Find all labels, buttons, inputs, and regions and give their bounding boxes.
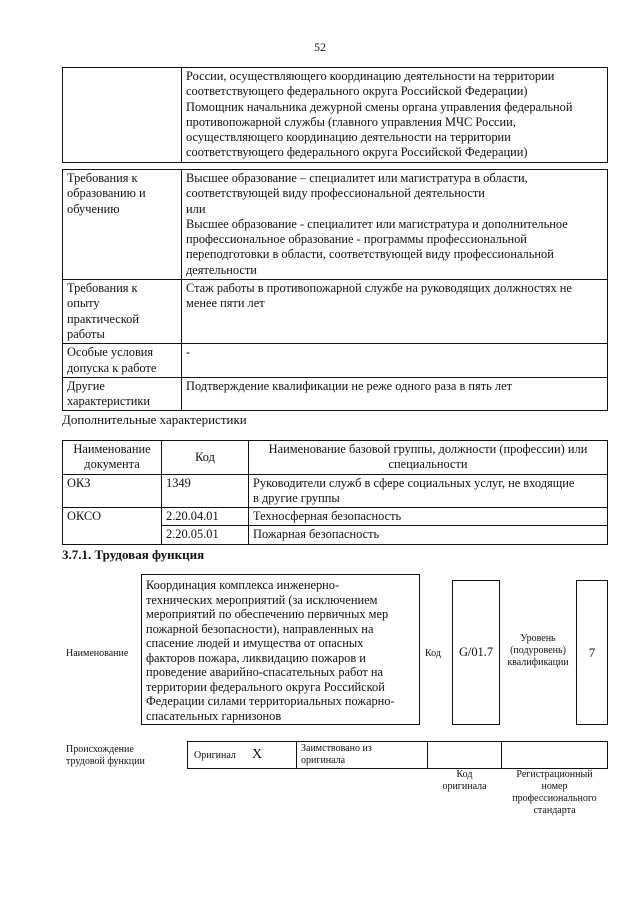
text-line: Помощник начальника дежурной смены органа управления федеральной [186, 99, 573, 114]
requirement-value: Подтверждение квалификации не реже одного раза в пять лет [182, 377, 608, 411]
text-line: осуществляющего координацию деятельности на территории [186, 130, 511, 145]
row-name: Руководители служб в сфере социальных услуг, не входящие в другие группы [249, 474, 608, 508]
requirement-value: Стаж работы в противопожарной службе на руководящих должностях не менее пяти лет [182, 280, 608, 344]
row-document: ОКЗ [63, 474, 162, 508]
requirement-value: Высшее образование – специалитет или магистратура в области, соответствующей виду профессиональной деятельности или Высшее образование - специалитет или магистратура и дополнительное профессиональное образование - программы профессиональной переподготовки в области, соответствующей виду профессиональной деятельности [182, 170, 608, 280]
row-code: 2.20.04.01 [162, 508, 249, 526]
requirement-label: Требования к образованию и обучению [63, 170, 182, 280]
origin-original-cell [187, 741, 297, 769]
origin-reg-number-cell [501, 741, 608, 769]
original-label: Оригинал [194, 750, 236, 761]
requirement-row [63, 344, 608, 378]
row-document: ОКСО [63, 508, 162, 545]
name-label: Наименование [66, 648, 129, 659]
origin-code-cell [427, 741, 502, 769]
additional-title: Дополнительные характеристики [62, 412, 247, 427]
section-title: 3.7.1. Трудовая функция [62, 547, 205, 562]
text-line: соответствующего федерального округа Российской Федерации) [186, 84, 528, 99]
code-label: Код [425, 648, 441, 659]
level-value: 7 [588, 644, 596, 660]
reg-caption: Регистрационный номер профессионального стандарта [512, 769, 597, 816]
header-name: Наименование базовой группы, должности (профессии) или специальности [249, 441, 608, 475]
additional-header-row [63, 441, 608, 475]
continuation-table [62, 67, 608, 163]
row-code: 1349 [162, 474, 249, 508]
requirement-label: Другие характеристики [63, 377, 182, 411]
header-document: Наименование документа [63, 441, 162, 475]
requirement-row [63, 170, 608, 280]
page-number: 52 [314, 40, 326, 54]
table-row [63, 508, 608, 526]
code-value: G/01.7 [458, 645, 494, 659]
origin-label: Происхождение трудовой функции [66, 744, 145, 767]
code-caption: Код оригинала [442, 769, 487, 792]
row-name: Пожарная безопасность [249, 526, 608, 544]
requirement-row [63, 280, 608, 344]
requirement-value: - [182, 344, 608, 378]
level-value-box [576, 580, 608, 725]
additional-table [62, 440, 608, 545]
text-line: России, осуществляющего координацию деятельности на территории [186, 69, 555, 83]
origin-borrowed-cell: Заимствовано из оригинала [296, 741, 428, 769]
requirements-table [62, 169, 608, 411]
continuation-text-cell [182, 68, 608, 163]
level-label: Уровень (подуровень) квалификации [507, 633, 569, 668]
row-name: Техносферная безопасность [249, 508, 608, 526]
text-line: противопожарной службы (главного управления МЧС России, [186, 114, 516, 129]
function-name-box: Координация комплекса инженерно- технических мероприятий (за исключением мероприятий по обеспечению первичных мер пожарной безопасности), направленных на спасение людей и имущества от опасных факторов пожара, ликвидацию пожаров и проведение аварийно-спасательных работ на территории федерального округа Российской Федерации силами территориальных пожарно- спасательных гарнизонов [141, 574, 420, 725]
text-line: соответствующего федерального округа Российской Федерации) [186, 145, 528, 160]
requirement-row [63, 377, 608, 411]
original-mark: X [252, 747, 263, 762]
code-value-box [452, 580, 500, 725]
header-code: Код [162, 441, 249, 475]
table-row [63, 474, 608, 508]
continuation-empty-cell [63, 68, 182, 163]
requirement-label: Особые условия допуска к работе [63, 344, 182, 378]
row-code: 2.20.05.01 [162, 526, 249, 544]
requirement-label: Требования к опыту практической работы [63, 280, 182, 344]
